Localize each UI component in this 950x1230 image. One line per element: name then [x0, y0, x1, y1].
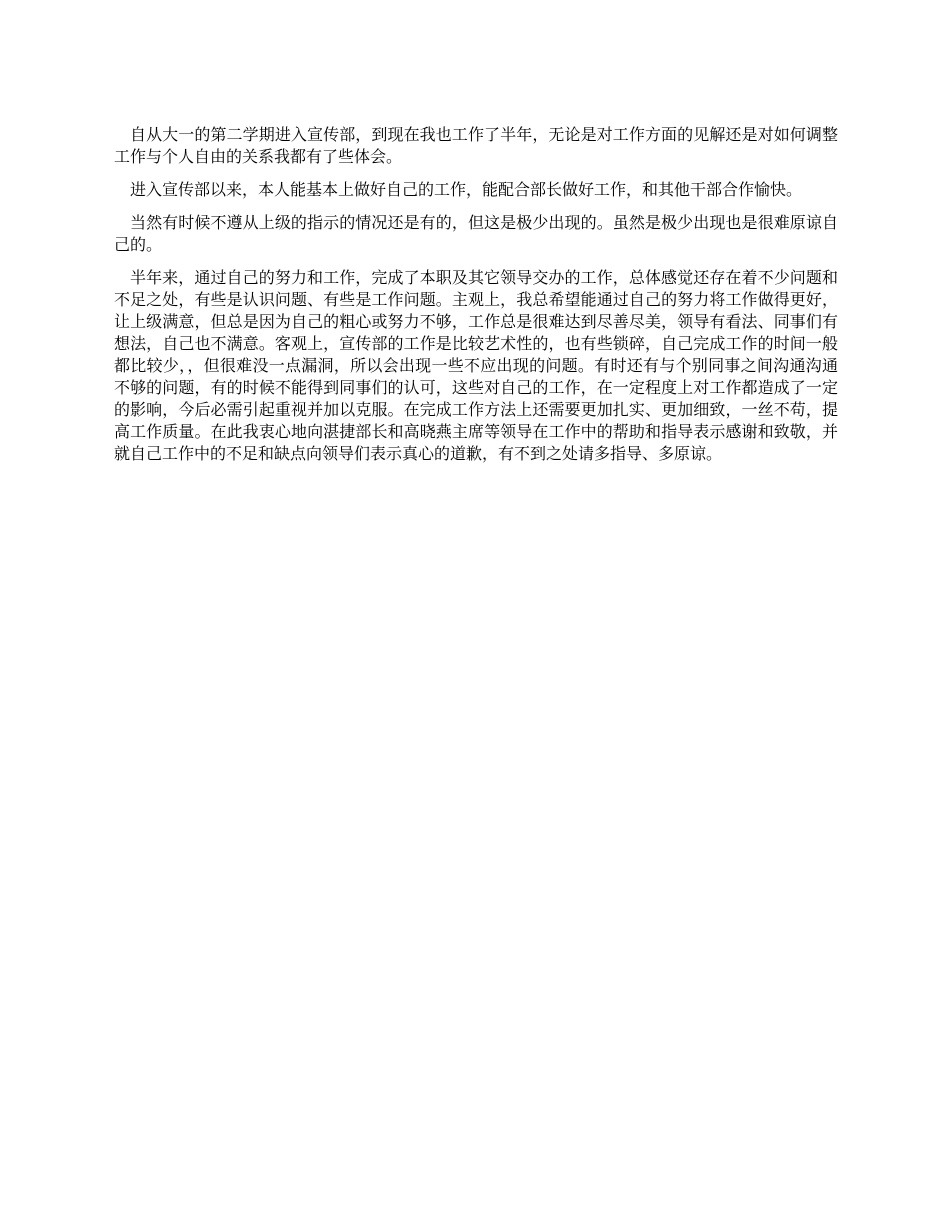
paragraph-2: 进入宣传部以来，本人能基本上做好自己的工作，能配合部长做好工作，和其他干部合作愉快。 [130, 180, 803, 199]
paragraph-4: 半年来，通过自己的努力和工作，完成了本职及其它领导交办的工作，总体感觉还存在着不少问题和不足之处，有些是认识问题、有些是工作问题。主观上，我总希望能通过自己的努力将工作做得更好，让上级满意，但总是因为自己的粗心或努力不够，工作总是很难达到尽善尽美，领导有看法、同事们有想法，自己也不满意。客观上，宣传部的工作是比较艺术性的，也有些锁碎，自己完成工作的时间一般都比较少，，但很难没一点漏洞，所以会出现一些不应出现的问题。有时还有与个别同事之间沟通沟通不够的问题，有的时候不能得到同事们的认可，这些对自己的工作，在一定程度上对工作都造成了一定的影响，今后必需引起重视并加以克服。在完成工作方法上还需要更加扎实、更加细致，一丝不苟，提高工作质量。在此我衷心地向湛捷部长和高晓燕主席等领导在工作中的帮助和指导表示感谢和致敬，并就自己工作中的不足和缺点向领导们表示真心的道歉，有不到之处请多指导、多原谅。 [114, 268, 838, 463]
document-page [114, 124, 838, 476]
paragraph-1: 自从大一的第二学期进入宣传部，到现在我也工作了半年，无论是对工作方面的见解还是对如何调整工作与个人自由的关系我都有了些体会。 [114, 125, 838, 166]
paragraph-3: 当然有时候不遵从上级的指示的情况还是有的，但这是极少出现的。虽然是极少出现也是很难原谅自己的。 [114, 213, 838, 254]
